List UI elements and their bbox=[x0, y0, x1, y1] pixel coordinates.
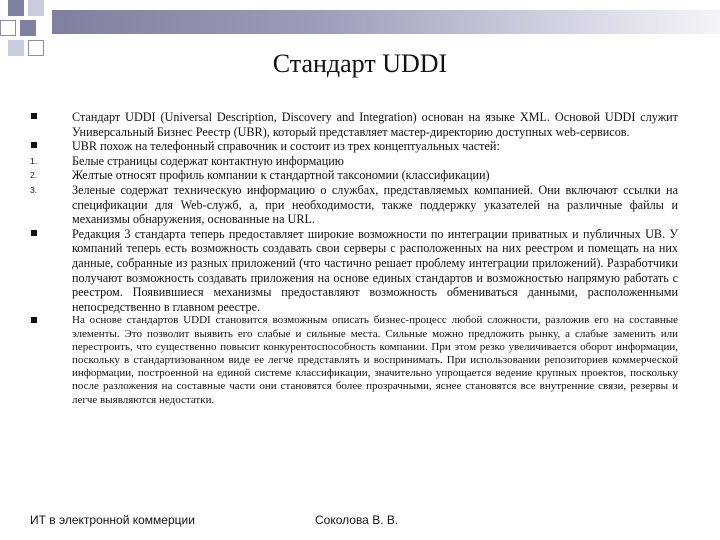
corner-square-1 bbox=[8, 0, 24, 16]
footer-right: Соколова В. В. bbox=[315, 513, 399, 527]
list-item-text: Зеленые содержат техническую информацию о службах, представляемых компанией. Они включают ссылки на спецификации для Web-служб, а, при необходимости, также поддержку указателей на различные файлы и механизмы обнаружения, основанные на URL. bbox=[72, 182, 678, 227]
corner-square-4 bbox=[20, 20, 36, 36]
list-number: 1. bbox=[30, 155, 38, 166]
slide-title: Стандарт UDDI bbox=[272, 49, 448, 78]
corner-square-2 bbox=[28, 0, 44, 16]
bullet-icon bbox=[30, 227, 72, 242]
corner-square-3 bbox=[0, 20, 16, 36]
list-item bbox=[30, 110, 678, 139]
bullet-icon bbox=[30, 110, 72, 125]
list-item bbox=[30, 154, 678, 169]
list-item-text: UBR похож на телефонный справочник и состоит из трех концептуальных частей: bbox=[72, 139, 500, 154]
bullet-icon bbox=[30, 139, 72, 154]
list-item-text: Редакция 3 стандарта теперь предоставляет широкие возможности по интеграции приватных и публичных UB. У компаний теперь есть возможность создавать свои серверы с расположенных на них реестром и помещать на них данные, собранные из разных приложений (что частично решает проблему интеграции приложений). Разработчики получают возможность создавать приложения на основе единых стандартов и возможностью напрямую работать с реестром. Появившиеся механизмы предоставляют возможность обмениваться данными, расположенными непосредственно в главном реестре. bbox=[72, 226, 678, 314]
list-item-text: На основе стандартов UDDI становится возможным описать бизнес-процесс любой сложности, разложив его на составные элементы. Это позволит выявить его слабые и сильные места. Сильные можно предложить рынку, а слабые заменить или перестроить, что существенно повысит конкурентоспособность компании. При этом резко увеличивается оборот информации, поскольку в стандартизованном виде ее легче представлять и воспринимать. При использовании репозиториев коммерческой информации, построенной на единой системе классификации, значительно упрощается ведение крупных проектов, поскольку после разложения на составные части они становятся более прозрачными, яснее становятся все внутренние связи, резервы и легче выявляются недостатки. bbox=[72, 314, 678, 406]
list-item bbox=[30, 314, 678, 406]
list-item-text: Желтые относят профиль компании к стандартной таксономии (классификации) bbox=[72, 168, 490, 183]
footer-left: ИТ в электронной коммерции bbox=[30, 513, 195, 527]
list-number: 3. bbox=[30, 184, 38, 195]
list-item bbox=[30, 227, 678, 315]
slide-body bbox=[30, 110, 678, 407]
bullet-icon bbox=[30, 314, 72, 327]
list-number: 2. bbox=[30, 170, 38, 181]
list-item bbox=[30, 139, 678, 154]
list-item bbox=[30, 183, 678, 227]
list-item-text: Стандарт UDDI (Universal Description, Discovery and Integration) основан на языке XML. Основой UDDI служит Универсальный Бизнес Реестр (UBR), который представляет мастер-директорию доступных web-сервисов. bbox=[72, 110, 678, 139]
list-item-text: Белые страницы содержат контактную информацию bbox=[72, 153, 344, 168]
header-gradient-bar bbox=[52, 10, 720, 34]
list-item bbox=[30, 168, 678, 183]
